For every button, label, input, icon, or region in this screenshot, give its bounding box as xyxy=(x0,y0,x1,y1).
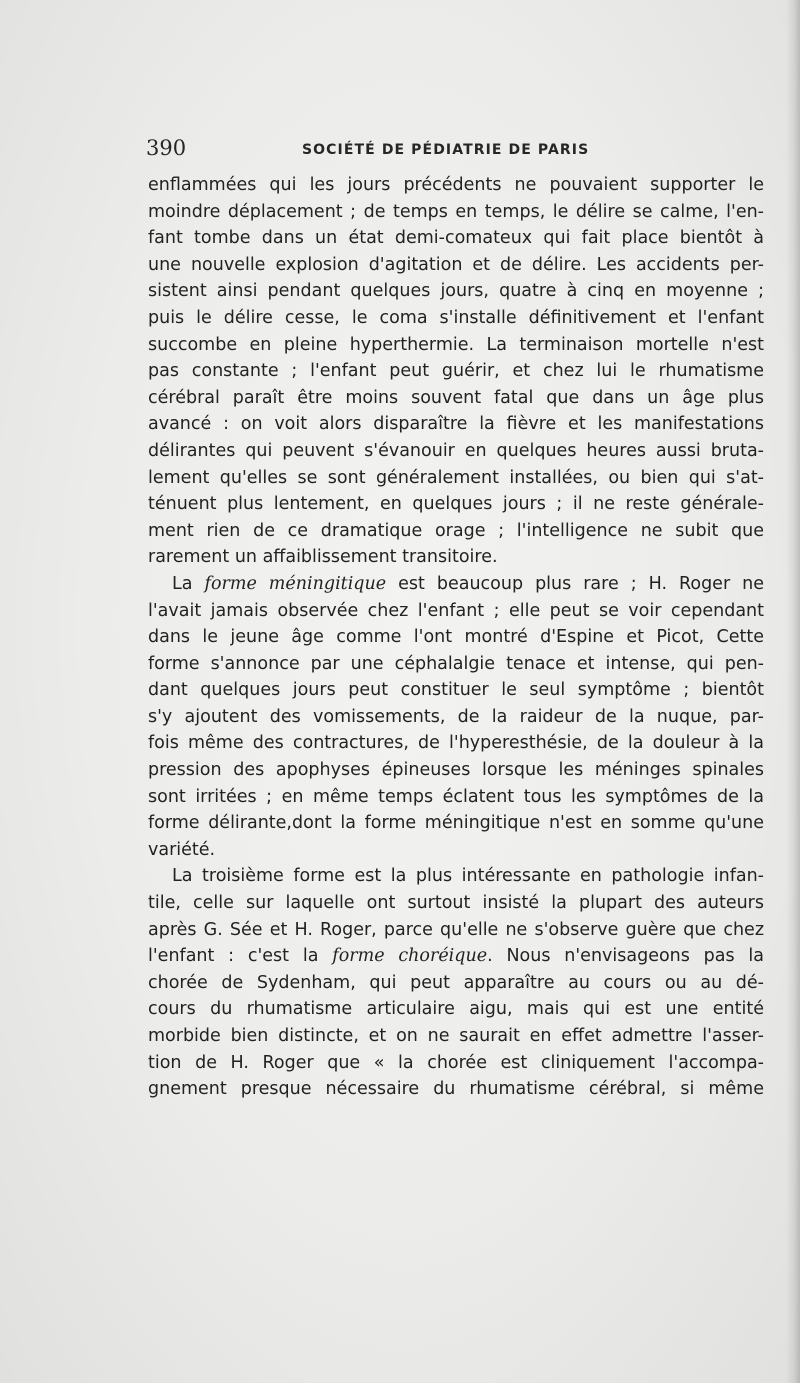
text-segment: l'enfant : c'est la xyxy=(148,946,333,967)
text-segment: . Nous n'envisageons pas la xyxy=(487,946,765,967)
text-line: sont irritées ; en même temps éclatent tous les symptômes de la xyxy=(148,786,764,807)
text-line: tile, celle sur laquelle ont surtout insisté la plupart des auteurs xyxy=(148,893,764,914)
text-line: après G. Sée et H. Roger, parce qu'elle ne s'observe guère que chez xyxy=(148,919,764,940)
text-line: fant tombe dans un état demi-comateux qui fait place bientôt à xyxy=(148,228,764,249)
text-line: sistent ainsi pendant quelques jours, quatre à cinq en moyenne ; xyxy=(148,281,764,302)
text-line: s'y ajoutent des vomissements, de la raideur de la nuque, par- xyxy=(148,706,764,727)
text-line: enflammées qui les jours précédents ne pouvaient supporter le xyxy=(148,175,764,195)
page-number: 390 xyxy=(146,136,187,160)
italic-term: forme choréique xyxy=(332,946,488,967)
text-line: La troisième forme est la plus intéressante en pathologie infan- xyxy=(172,866,764,887)
text-line xyxy=(148,571,764,598)
text-line: dans le jeune âge comme l'ont montré d'Espine et Picot, Cette xyxy=(148,627,764,648)
text-segment: La xyxy=(172,573,205,594)
text-line: chorée de Sydenham, qui peut apparaître au cours ou au dé- xyxy=(148,972,764,993)
text-line: une nouvelle explosion d'agitation et de délire. Les accidents per- xyxy=(148,254,764,275)
text-line: gnement presque nécessaire du rhumatisme cérébral, si même xyxy=(148,1079,764,1100)
text-line: variété. xyxy=(148,839,216,860)
text-line: avancé : on voit alors disparaître la fièvre et les manifestations xyxy=(148,414,764,435)
text-line: l'avait jamais observée chez l'enfant ; elle peut se voir cependant xyxy=(148,600,764,621)
running-head: SOCIÉTÉ DE PÉDIATRIE DE PARIS xyxy=(302,142,590,158)
text-line: cérébral paraît être moins souvent fatal que dans un âge plus xyxy=(148,387,764,408)
text-line: cours du rhumatisme articulaire aigu, mais qui est une entité xyxy=(148,999,764,1020)
text-line: moindre déplacement ; de temps en temps, le délire se calme, l'en- xyxy=(148,201,764,222)
text-line: fois même des contractures, de l'hyperesthésie, de la douleur à la xyxy=(148,733,764,754)
italic-term: forme méningitique xyxy=(204,573,387,594)
text-line: puis le délire cesse, le coma s'installe définitivement et l'enfant xyxy=(148,307,764,328)
page-header xyxy=(146,134,766,168)
text-line: délirantes qui peuvent s'évanouir en quelques heures aussi bruta- xyxy=(148,440,764,461)
text-line: dant quelques jours peut constituer le seul symptôme ; bientôt xyxy=(148,680,764,701)
text-line: ment rien de ce dramatique orage ; l'intelligence ne subit que xyxy=(148,520,764,541)
text-segment: est beaucoup plus rare ; H. Roger ne xyxy=(386,573,764,594)
text-line: pression des apophyses épineuses lorsque les méninges spinales xyxy=(148,760,764,781)
text-line: rarement un affaiblissement transitoire. xyxy=(148,547,498,568)
text-line: tion de H. Roger que « la chorée est cliniquement l'accompa- xyxy=(148,1052,764,1073)
body-text xyxy=(148,172,764,1103)
page-edge-shadow xyxy=(786,0,800,1383)
text-line: pas constante ; l'enfant peut guérir, et chez lui le rhumatisme xyxy=(148,361,764,382)
text-line: morbide bien distincte, et on ne saurait en effet admettre l'asser- xyxy=(148,1026,764,1046)
text-line: ténuent plus lentement, en quelques jours ; il ne reste générale- xyxy=(148,494,764,515)
text-line: forme s'annonce par une céphalalgie tenace et intense, qui pen- xyxy=(148,653,764,674)
text-line: lement qu'elles se sont généralement installées, ou bien qui s'at- xyxy=(148,467,764,488)
text-line: succombe en pleine hyperthermie. La terminaison mortelle n'est xyxy=(148,334,764,355)
text-line: forme délirante,dont la forme méningitique n'est en somme qu'une xyxy=(148,813,764,834)
text-line xyxy=(148,943,764,970)
